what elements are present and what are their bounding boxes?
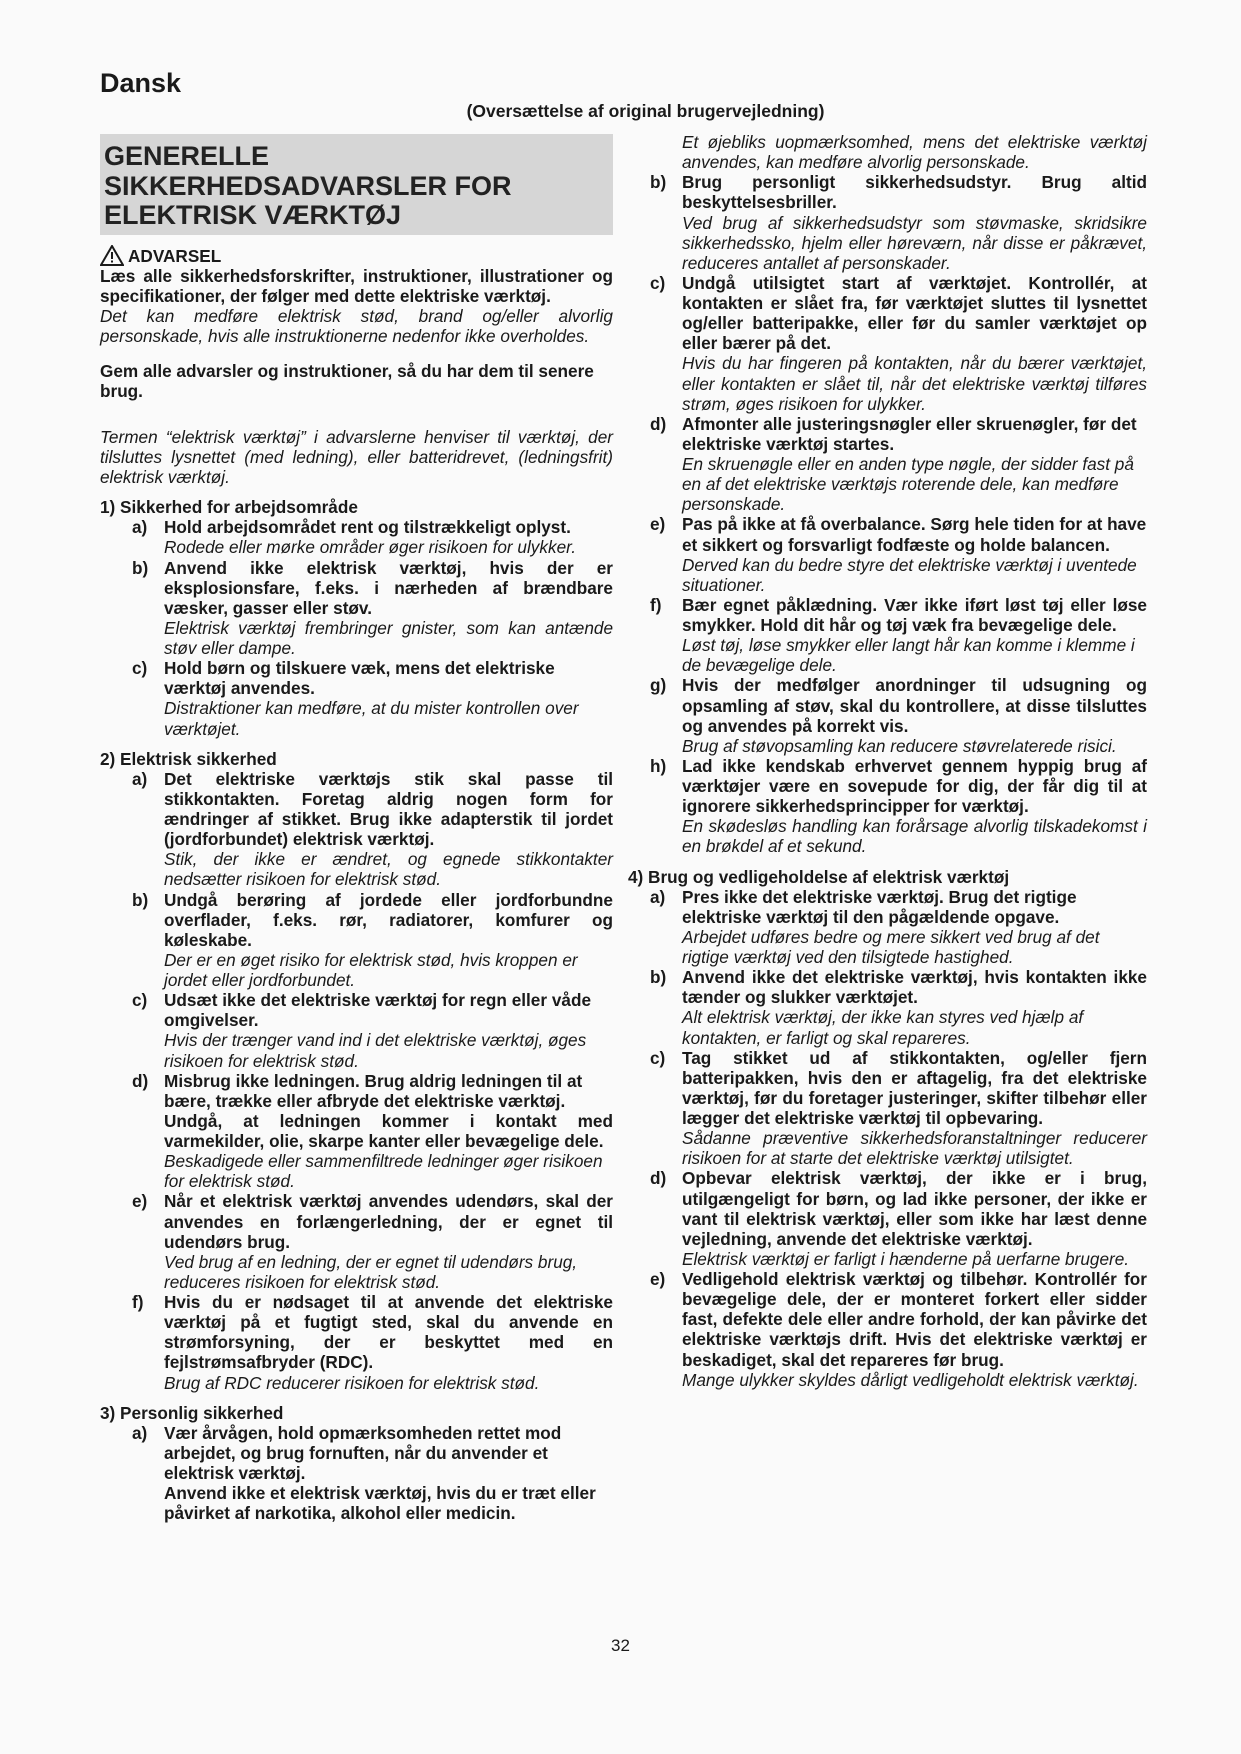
item-italic-text: Elektrisk værktøj frembringer gnister, som kan antænde støv eller dampe. — [164, 617, 613, 659]
right-column — [628, 132, 1147, 1390]
item-label: e) — [650, 1269, 666, 1289]
warning-label: ADVARSEL — [128, 245, 222, 266]
language-heading: Dansk — [100, 68, 182, 98]
item-italic-text: Brug af RDC reducerer risikoen for elektrisk stød. — [164, 1372, 540, 1393]
list-item — [650, 595, 1147, 676]
list-item — [650, 756, 1147, 857]
item-italic-text: Hvis der trænger vand ind i det elektriske værktøj, øges risikoen for elektrisk stød. — [164, 1030, 587, 1071]
item-label: a) — [132, 768, 148, 789]
list-item — [650, 1168, 1147, 1269]
item-bold-text: Hvis der medfølger anordninger til udsugning og opsamling af støv, skal du kontrollere, at disse tilsluttes og anvendes på korrekt vis. — [682, 675, 1147, 736]
item-italic-text: Mange ulykker skyldes dårligt vedligeholdt elektrisk værktøj. — [682, 1369, 1139, 1390]
item-italic-text: En skødesløs handling kan forårsage alvorlig tilskadekomst i en brøkdel af et sekund. — [682, 816, 1147, 857]
section-title-box — [100, 134, 613, 235]
list-item — [650, 887, 1147, 968]
item-bold-text: Opbevar elektrisk værktøj, der ikke er i brug, utilgængeligt for børn, og lad ikke personer, der ikke er vant til elektrisk værktøj, eller som ikke har læst denne vejledning, anvende det elektriske værktøj. — [682, 1168, 1147, 1249]
item-label: c) — [650, 272, 666, 293]
item-bold-text: Brug personligt sikkerhedsudstyr. Brug altid beskyttelsesbriller. — [682, 172, 1147, 213]
section-heading: 1) Sikkerhed for arbejdsområde — [100, 497, 358, 518]
section-heading: 4) Brug og vedligeholdelse af elektrisk værktøj — [628, 866, 1010, 887]
list-item — [100, 1423, 613, 1524]
translation-subtitle: (Oversættelse af original brugervejledning) — [466, 101, 825, 121]
item-italic-text: Ved brug af sikkerhedsudstyr som støvmaske, skridsikre sikkerhedssko, hjelm eller høreværn, når disse er påkrævet, reduceres antallet af personskader. — [682, 212, 1147, 273]
item-label: b) — [132, 889, 149, 910]
title-line: ELEKTRISK VÆRKTØJ — [104, 200, 402, 231]
list-item — [650, 675, 1147, 756]
item-label: g) — [650, 675, 667, 696]
item-italic-text: Derved kan du bedre styre det elektriske værktøj i uventede situationer. — [682, 554, 1137, 595]
list-item — [100, 769, 613, 890]
item-label: a) — [650, 886, 666, 907]
warning-italic-text: Det kan medføre elektrisk stød, brand og/eller alvorlig personskade, hvis alle instruktionerne nedenfor ikke overholdes. — [100, 306, 613, 347]
item-italic-text: Stik, der ikke er ændret, og egnede stikkontakter nedsætter risikoen for elektrisk stød. — [164, 849, 613, 890]
list-item — [100, 1071, 613, 1192]
list-item — [100, 990, 613, 1071]
item-bold-text: Anvend ikke elektrisk værktøj, hvis der er eksplosionsfare, f.eks. i nærheden af brændbare væsker, gasser eller støv. — [164, 557, 613, 618]
item-label: h) — [650, 755, 667, 776]
list-item — [650, 273, 1147, 414]
list-item — [650, 414, 1147, 515]
item-bold-text: Undgå, at ledningen kommer i kontakt med varmekilder, olie, skarpe kanter eller bevægelige dele. — [164, 1110, 613, 1152]
item-bold-text: Undgå berøring af jordede eller jordforbundne overflader, f.eks. rør, radiatorer, komfurer og køleskabe. — [164, 889, 613, 950]
item-italic-text: Hvis du har fingeren på kontakten, når du bærer værktøjet, eller kontakten er slået til, når det elektriske værktøj tilføres strøm, øges risikoen for ulykker. — [682, 353, 1147, 414]
list-item — [100, 1292, 613, 1393]
item-bold-text: Vær årvågen, hold opmærksomheden rettet mod arbejdet, og brug fornuften, når du anvender et elektrisk værktøj. — [164, 1422, 562, 1484]
item-bold-text: Anvend ikke et elektrisk værktøj, hvis du er træt eller påvirket af narkotika, alkohol eller medicin. — [164, 1483, 596, 1524]
item-bold-text: Lad ikke kendskab erhvervet gennem hyppig brug af værktøjer være en sovepude for dig, der får dig til at ignorere sikkerhedsprincipper for værktøj. — [682, 755, 1147, 817]
page-number: 32 — [611, 1636, 630, 1655]
item-bold-text: Vedligehold elektrisk værktøj og tilbehør. Kontrollér for bevægelige dele, der er monteret forkert eller sidder fast, defekte dele eller andre forhold, der kan påvirke det elektriske værktøjs drift. Hvis det elektriske værktøj er beskadiget, skal det repareres før brug. — [682, 1269, 1147, 1370]
item-italic-text: Beskadigede eller sammenfiltrede ledninger øger risikoen for elektrisk stød. — [164, 1151, 603, 1192]
item-bold-text: Pas på ikke at få overbalance. Sørg hele tiden for at have et sikkert og forsvarligt fodfæste og holde balancen. — [682, 514, 1147, 555]
item-italic-text: En skruenøgle eller en anden type nøgle, der sidder fast på en af det elektriske værktøjs roterende dele, kan medføre personskade. — [682, 454, 1134, 515]
item-label: d) — [650, 413, 667, 434]
list-item — [650, 1048, 1147, 1169]
item-label: a) — [132, 517, 148, 538]
item-bold-text: Anvend ikke det elektriske værktøj, hvis kontakten ikke tænder og slukker værktøjet. — [682, 967, 1147, 1008]
list-item — [650, 172, 1147, 273]
list-item — [100, 1191, 613, 1292]
item-bold-text: Det elektriske værktøjs stik skal passe til stikkontakten. Foretag aldrig nogen form for ændringer af stikket. Brug ikke adapterstik til jordet (jordforbundet) elektrisk værktøj. — [164, 768, 613, 850]
item-italic-text: Rodede eller mørke områder øger risikoen for ulykker. — [164, 537, 577, 558]
item-label: f) — [650, 594, 662, 615]
item-label: c) — [132, 658, 148, 679]
item-bold-text: Hold arbejdsområdet rent og tilstrækkeligt oplyst. — [164, 517, 571, 538]
list-item — [650, 514, 1147, 595]
warning-heading — [100, 245, 613, 266]
item-label: e) — [650, 514, 666, 535]
item-bold-text: Bær egnet påklædning. Vær ikke iført løst tøj eller løse smykker. Hold dit hår og tøj væk fra bevægelige dele. — [682, 594, 1147, 635]
list-item — [100, 558, 613, 659]
item-italic-text: Alt elektrisk værktøj, der ikke kan styres ved hjælp af kontakten, er farligt og skal repareres. — [682, 1007, 1084, 1048]
item-italic-text: Der er en øget risiko for elektrisk stød, hvis kroppen er jordet eller jordforbundet. — [164, 949, 578, 991]
list-item — [100, 517, 613, 557]
item-bold-text: Når et elektrisk værktøj anvendes udendørs, skal der anvendes en forlængerledning, der er egnet til udendørs brug. — [164, 1191, 613, 1252]
item-label: b) — [650, 172, 667, 193]
list-item — [100, 658, 613, 739]
item-bold-text: Hold børn og tilskuere væk, mens det elektriske værktøj anvendes. — [164, 658, 555, 699]
item-label: d) — [650, 1168, 667, 1189]
item-italic-text: Ved brug af en ledning, der er egnet til udendørs brug, reduceres risikoen for elektrisk stød. — [164, 1251, 578, 1292]
title-line: GENERELLE — [104, 141, 270, 171]
item-italic-text: Distraktioner kan medføre, at du mister kontrollen over værktøjet. — [164, 698, 579, 739]
title-line: SIKKERHEDSADVARSLER FOR — [104, 170, 512, 201]
item-bold-text: Misbrug ikke ledningen. Brug aldrig ledningen til at bære, trække eller afbryde det elektriske værktøj. — [164, 1070, 583, 1111]
item-label: b) — [650, 967, 667, 988]
list-item — [100, 890, 613, 991]
item-label: c) — [650, 1047, 666, 1068]
item-italic-text: Arbejdet udføres bedre og mere sikkert ved brug af det rigtige værktøj ved den tilsigtede hastighed. — [682, 926, 1100, 967]
item-label: d) — [132, 1070, 149, 1091]
item-label: c) — [132, 990, 148, 1011]
item-bold-text: Udsæt ikke det elektriske værktøj for regn eller våde omgivelser. — [164, 990, 592, 1031]
item-bold-text: Hvis du er nødsaget til at anvende det elektriske værktøj på et fugtigt sted, skal du anvende en strømforsyning, der er beskyttet med en fejlstrømsafbryder (RDC). — [164, 1292, 613, 1373]
item-bold-text: Undgå utilsigtet start af værktøjet. Kontrollér, at kontakten er slået fra, før værktøjet sluttes til lysnettet og/eller batteripakke, eller før du samler værktøjet op eller bærer på det. — [682, 272, 1147, 354]
left-column — [100, 134, 613, 1523]
keep-notice: Gem alle advarsler og instruktioner, så du har dem til senere brug. — [100, 360, 594, 401]
warning-triangle-icon — [100, 245, 124, 266]
item-label: a) — [132, 1422, 148, 1443]
item-bold-text: Pres ikke det elektriske værktøj. Brug det rigtige elektriske værktøj til den pågældende opgave. — [682, 886, 1077, 927]
item-italic-text: Elektrisk værktøj er farligt i hænderne på uerfarne brugere. — [682, 1248, 1130, 1269]
item-label: f) — [132, 1292, 144, 1313]
item-bold-text: Tag stikket ud af stikkontakten, og/eller fjern batteripakken, hvis den er aftagelig, fra det elektriske værktøj, før du foretager justeringer, skifter tilbehør eller lægger det elektriske værktøj til opbevaring. — [682, 1047, 1147, 1128]
section-heading: 2) Elektrisk sikkerhed — [100, 748, 277, 769]
item-italic-text: Brug af støvopsamling kan reducere støvrelaterede risici. — [682, 735, 1117, 756]
term-note: Termen “elektrisk værktøj” i advarslerne henviser til værktøj, der tilsluttes lysnettet (med ledning), eller batteridrevet, (ledningsfrit) elektrisk værktøj. — [100, 426, 613, 488]
item-label: b) — [132, 557, 149, 578]
item-italic-text: Et øjebliks uopmærksomhed, mens det elektriske værktøj anvendes, kan medføre alvorlig personskade. — [682, 132, 1147, 173]
section-heading: 3) Personlig sikkerhed — [100, 1402, 284, 1423]
item-italic-text: Løst tøj, løse smykker eller langt hår kan komme i klemme i de bevægelige dele. — [682, 635, 1135, 676]
item-label: e) — [132, 1191, 148, 1212]
warning-bold-text: Læs alle sikkerhedsforskrifter, instruktioner, illustrationer og specifikationer, der følger med dette elektriske værktøj. — [100, 266, 613, 307]
list-item — [650, 967, 1147, 1048]
item-bold-text: Afmonter alle justeringsnøgler eller skruenøgler, før det elektriske værktøj startes. — [682, 413, 1137, 454]
item-italic-text: Sådanne præventive sikkerhedsforanstaltninger reducerer risikoen for at starte det elektriske værktøj utilsigtet. — [682, 1128, 1147, 1169]
list-item — [650, 1269, 1147, 1390]
